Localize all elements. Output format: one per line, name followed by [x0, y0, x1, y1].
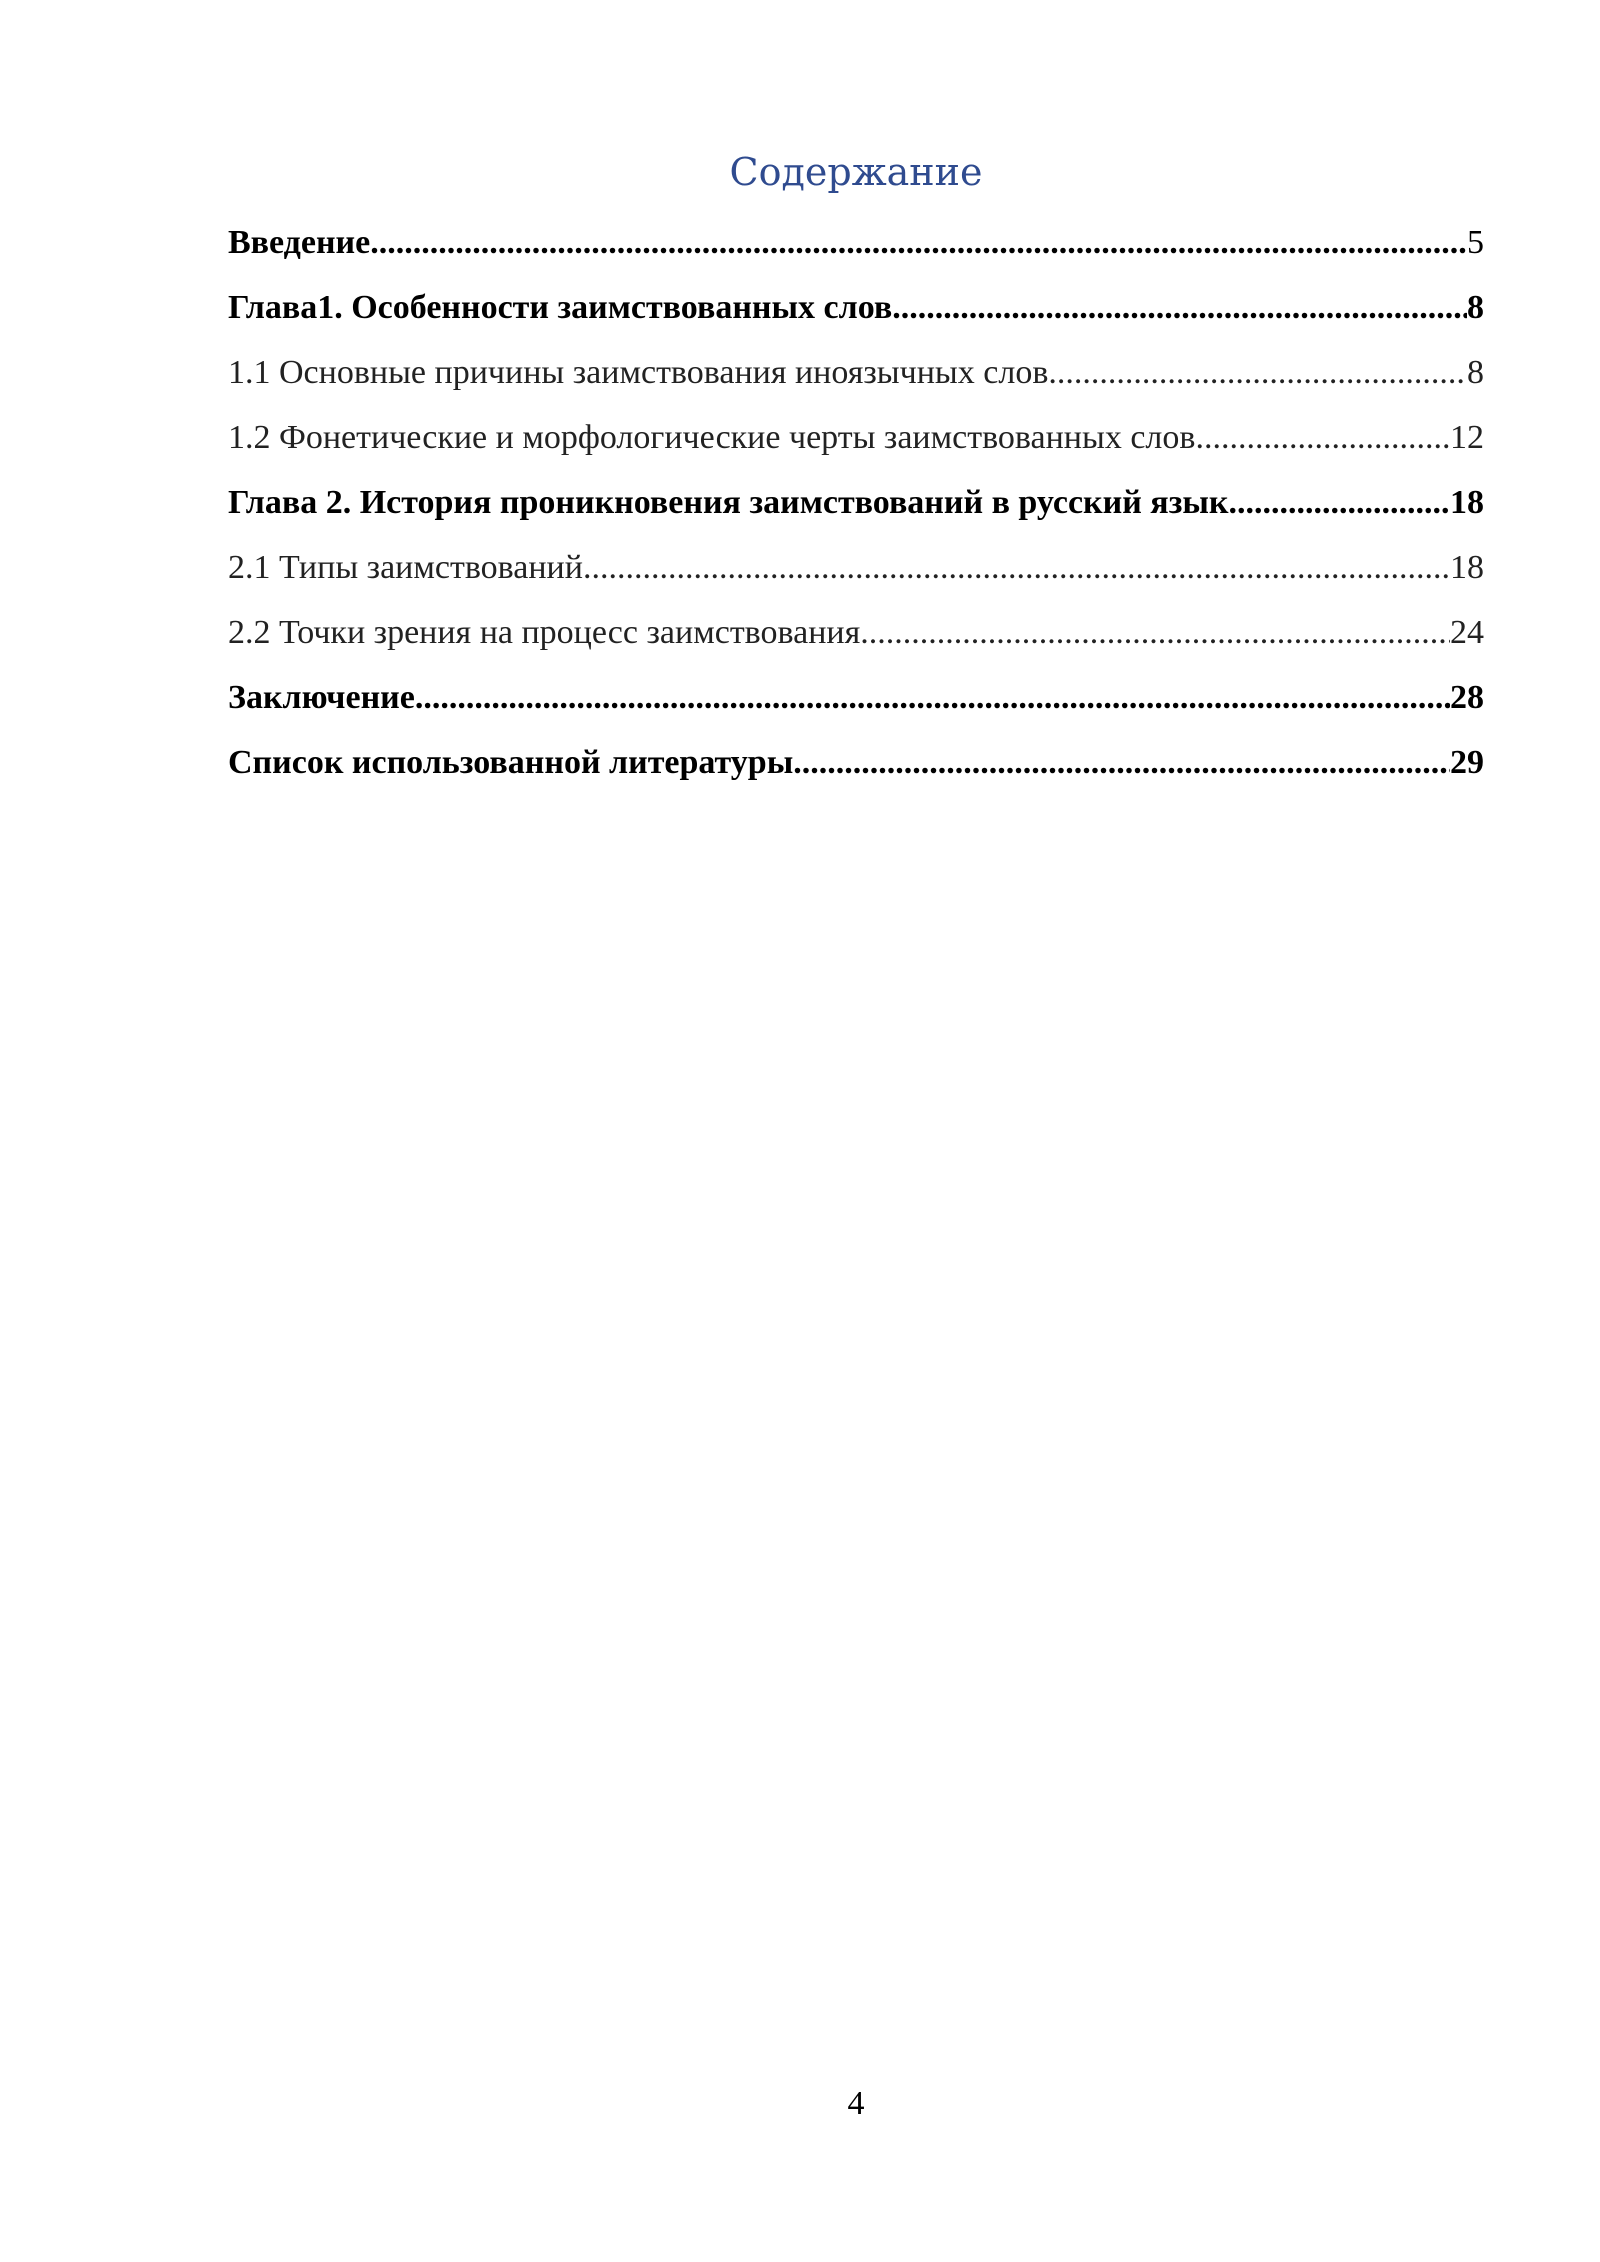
- toc-entry-section-2-1[interactable]: [228, 535, 1484, 600]
- toc-entry-chapter-1[interactable]: [228, 275, 1484, 340]
- toc-entry-section-1-1[interactable]: [228, 340, 1484, 405]
- toc-entry-label: Введение: [228, 224, 371, 261]
- toc-dot-leader: [415, 665, 1450, 730]
- toc-dot-leader: [1195, 405, 1450, 470]
- toc-entry-page: 18: [1450, 484, 1484, 521]
- toc-entry-label: Глава1. Особенности заимствованных слов: [228, 289, 893, 326]
- toc-dot-leader: [370, 210, 1467, 275]
- toc-entry-page: 8: [1467, 289, 1484, 326]
- toc-entry-section-1-2[interactable]: [228, 405, 1484, 470]
- toc-entry-introduction[interactable]: [228, 210, 1484, 275]
- table-of-contents: [228, 210, 1484, 795]
- toc-entry-page: 12: [1450, 419, 1484, 456]
- toc-entry-page: 5: [1467, 224, 1484, 261]
- page-number: 4: [847, 2085, 865, 2122]
- toc-entry-label: Список использованной литературы: [228, 744, 794, 781]
- toc-dot-leader: [793, 730, 1450, 795]
- toc-entry-chapter-2[interactable]: [228, 470, 1484, 535]
- toc-entry-conclusion[interactable]: [228, 665, 1484, 730]
- toc-entry-page: 24: [1450, 614, 1484, 651]
- toc-dot-leader: [860, 600, 1450, 665]
- toc-dot-leader: [583, 535, 1450, 600]
- toc-dot-leader: [1048, 340, 1467, 405]
- toc-title: Содержание: [729, 150, 983, 194]
- toc-entry-page: 28: [1450, 679, 1484, 716]
- toc-entry-label: 1.2 Фонетические и морфологические черты заимствованных слов: [228, 419, 1196, 456]
- toc-entry-label: 2.2 Точки зрения на процесс заимствования: [228, 614, 861, 651]
- toc-entry-bibliography[interactable]: [228, 730, 1484, 795]
- toc-entry-section-2-2[interactable]: [228, 600, 1484, 665]
- toc-entry-page: 18: [1450, 549, 1484, 586]
- toc-entry-page: 8: [1467, 354, 1484, 391]
- toc-entry-label: 2.1 Типы заимствований: [228, 549, 583, 586]
- toc-dot-leader: [1229, 470, 1451, 535]
- toc-entry-label: Заключение: [228, 679, 415, 716]
- toc-entry-label: Глава 2. История проникновения заимствований в русский язык: [228, 484, 1229, 521]
- toc-entry-label: 1.1 Основные причины заимствования иноязычных слов: [228, 354, 1049, 391]
- toc-entry-page: 29: [1450, 744, 1484, 781]
- toc-dot-leader: [892, 275, 1467, 340]
